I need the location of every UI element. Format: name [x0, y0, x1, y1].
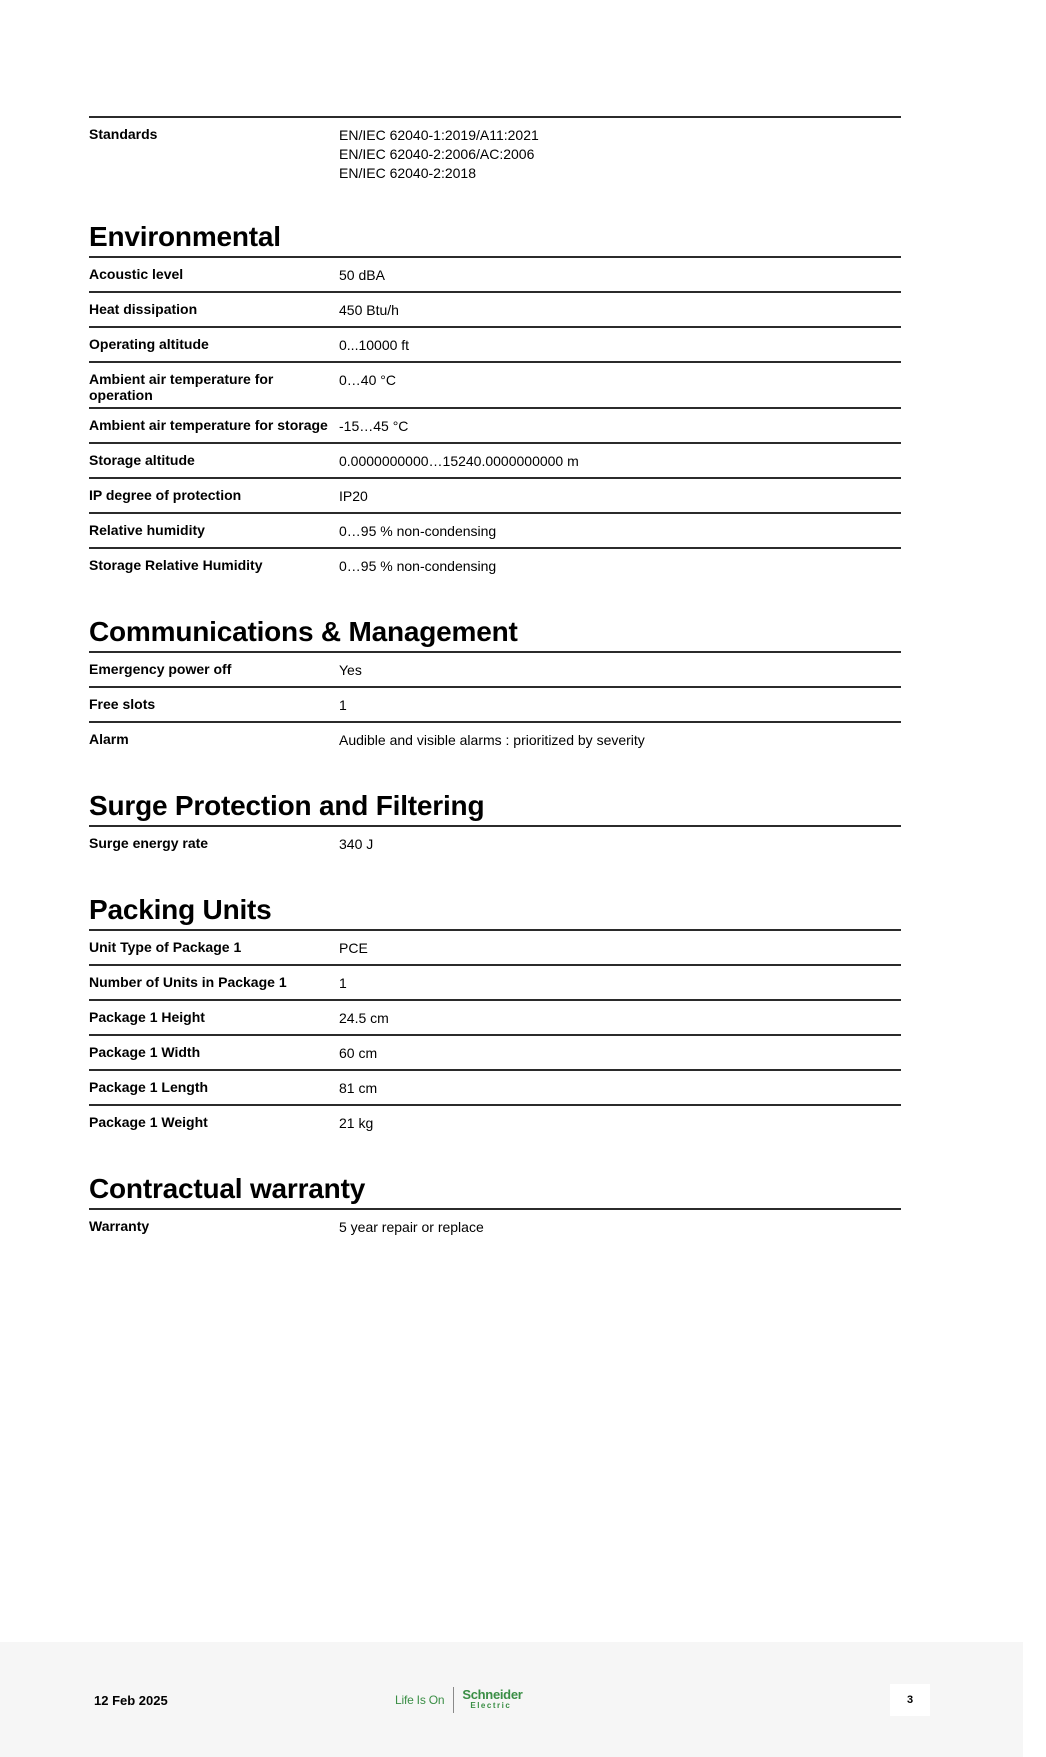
spec-row — [89, 116, 901, 187]
spec-row — [89, 825, 901, 860]
section-title: Communications & Management — [89, 616, 518, 647]
spec-row — [89, 361, 901, 407]
spec-table — [89, 651, 901, 756]
spec-row — [89, 291, 901, 326]
spec-value: Yes — [339, 662, 362, 678]
page-footer — [0, 1642, 1023, 1757]
brand-logo — [395, 1686, 523, 1714]
spec-value: 60 cm — [339, 1045, 378, 1061]
spec-value: 0…95 % non-condensing — [339, 558, 497, 574]
spec-label: Relative humidity — [89, 522, 205, 538]
standard-line: EN/IEC 62040-1:2019/A11:2021 — [339, 127, 539, 143]
spec-label: Heat dissipation — [89, 301, 198, 317]
spec-label: Package 1 Width — [89, 1044, 201, 1060]
section-contractual-warranty — [89, 1173, 901, 1243]
spec-value: 450 Btu/h — [339, 302, 399, 318]
spec-row — [89, 256, 901, 291]
spec-value — [339, 118, 901, 187]
spec-row — [89, 1208, 901, 1243]
spec-label: Package 1 Weight — [89, 1114, 208, 1130]
section-title: Contractual warranty — [89, 1173, 366, 1204]
section-title: Packing Units — [89, 894, 272, 925]
brand-name: Schneider — [462, 1687, 523, 1702]
spec-row — [89, 407, 901, 442]
section-packing-units — [89, 894, 901, 1139]
standard-line: EN/IEC 62040-2:2006/AC:2006 — [339, 146, 535, 162]
spec-value: 0…95 % non-condensing — [339, 523, 497, 539]
spec-value: 81 cm — [339, 1080, 378, 1096]
spec-label: Warranty — [89, 1218, 150, 1234]
spec-row — [89, 721, 901, 756]
spec-value: 5 year repair or replace — [339, 1219, 484, 1235]
page-number: 3 — [890, 1684, 930, 1716]
standards-table — [89, 116, 901, 187]
spec-table — [89, 929, 901, 1139]
spec-label: Package 1 Length — [89, 1079, 209, 1095]
spec-label: Emergency power off — [89, 661, 232, 677]
tagline: Life Is On — [395, 1693, 445, 1707]
spec-value: 50 dBA — [339, 267, 385, 283]
spec-value: -15…45 °C — [339, 418, 409, 434]
spec-label: Number of Units in Package 1 — [89, 974, 287, 990]
section-environmental — [89, 221, 901, 582]
brand-sub: Electric — [470, 1701, 512, 1710]
spec-table — [89, 1208, 901, 1243]
section-title: Environmental — [89, 221, 281, 252]
section-surge-protection — [89, 790, 901, 860]
spec-label: Acoustic level — [89, 266, 184, 282]
spec-row — [89, 512, 901, 547]
spec-label: Standards — [89, 126, 158, 142]
spec-label: Unit Type of Package 1 — [89, 939, 242, 955]
spec-row — [89, 477, 901, 512]
section-title: Surge Protection and Filtering — [89, 790, 485, 821]
spec-row — [89, 964, 901, 999]
spec-label: Package 1 Height — [89, 1009, 205, 1025]
logo-divider — [453, 1687, 454, 1713]
spec-value: 21 kg — [339, 1115, 374, 1131]
schneider-electric-logo — [462, 1689, 522, 1711]
spec-row — [89, 326, 901, 361]
spec-label: Ambient air temperature for storage — [89, 417, 328, 433]
spec-row — [89, 1069, 901, 1104]
spec-value: 1 — [339, 975, 347, 991]
standard-line: EN/IEC 62040-2:2018 — [339, 165, 476, 181]
spec-row — [89, 1034, 901, 1069]
spec-value: 0.0000000000…15240.0000000000 m — [339, 453, 579, 469]
spec-row — [89, 442, 901, 477]
spec-value: 0...10000 ft — [339, 337, 410, 353]
spec-value: 1 — [339, 697, 347, 713]
spec-label: Surge energy rate — [89, 835, 209, 851]
spec-row — [89, 1104, 901, 1139]
footer-date: 12 Feb 2025 — [94, 1693, 168, 1708]
spec-row — [89, 547, 901, 582]
spec-label: Storage altitude — [89, 452, 195, 468]
spec-label: Alarm — [89, 731, 129, 747]
datasheet-page — [89, 116, 901, 1243]
spec-row — [89, 686, 901, 721]
spec-table — [89, 825, 901, 860]
section-communications — [89, 616, 901, 756]
spec-table — [89, 256, 901, 582]
spec-value: IP20 — [339, 488, 368, 504]
spec-row — [89, 929, 901, 964]
spec-value: 0…40 °C — [339, 372, 396, 388]
spec-label: Ambient air temperature for operation — [89, 371, 274, 403]
spec-value: 24.5 cm — [339, 1010, 389, 1026]
spec-label: Free slots — [89, 696, 156, 712]
spec-value: 340 J — [339, 836, 374, 852]
spec-value: PCE — [339, 940, 368, 956]
spec-row — [89, 651, 901, 686]
spec-label: IP degree of protection — [89, 487, 242, 503]
spec-label: Operating altitude — [89, 336, 209, 352]
spec-label: Storage Relative Humidity — [89, 557, 263, 573]
spec-value: Audible and visible alarms : prioritized by severity — [339, 732, 645, 748]
spec-row — [89, 999, 901, 1034]
